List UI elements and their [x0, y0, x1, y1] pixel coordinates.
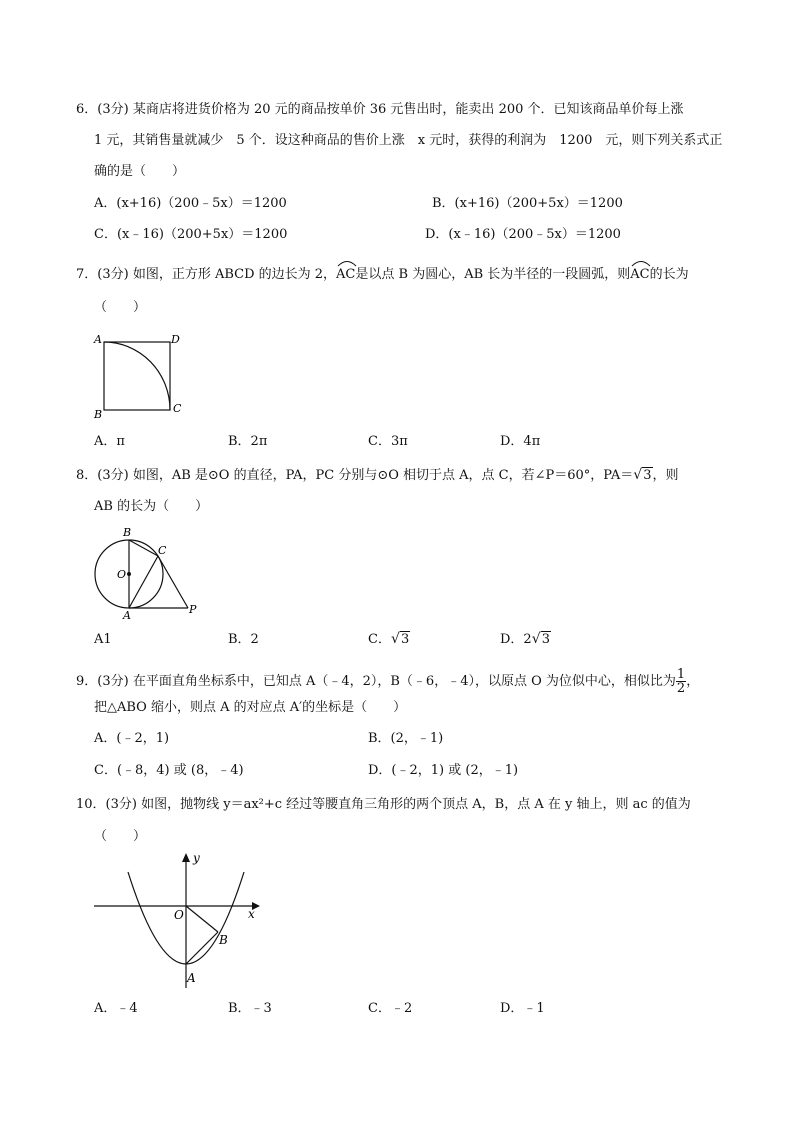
- q10-option-c[interactable]: C．﹣2: [368, 1001, 413, 1016]
- q9-stem-part2: ，: [686, 674, 700, 689]
- q7-stem-line2: （ ）: [94, 300, 147, 315]
- label-p: P: [189, 603, 197, 616]
- q9-fraction: $\frac{1}{2}$: [676, 667, 686, 696]
- q8-stem-line2: AB 的长为（ ）: [94, 499, 209, 514]
- q7-stem-part1: 7．(3分) 如图，正方形 ABCD 的边长为 2，: [76, 267, 337, 282]
- q6-option-a[interactable]: A．(x+16)（200﹣5x）＝1200: [94, 196, 287, 211]
- q10-parabola-figure: [90, 848, 270, 993]
- q9-option-b[interactable]: B．(2，﹣1): [368, 731, 444, 746]
- arc-ac: [104, 342, 170, 410]
- q10-stem-line1: 10．(3分) 如图，抛物线 y＝ax²+c 经过等腰直角三角形的两个顶点 A，B，点 A 在 y 轴上，则 ac 的值为: [76, 797, 691, 812]
- q10-option-d[interactable]: D．﹣1: [500, 1001, 545, 1016]
- chord-ac: [129, 556, 158, 608]
- q8-option-c[interactable]: C． √ 3: [368, 631, 410, 647]
- q7-option-a[interactable]: A．π: [94, 434, 125, 449]
- q9-option-a[interactable]: A．(﹣2，1): [94, 731, 170, 746]
- q7-option-c[interactable]: C．3π: [368, 434, 408, 449]
- q10-option-a[interactable]: A．﹣4: [94, 1001, 138, 1016]
- q8-option-b[interactable]: B．2: [228, 632, 259, 647]
- q7-arc-ac-2: AC: [630, 266, 649, 284]
- arc-mark-icon: [336, 259, 358, 267]
- center-dot: [127, 572, 131, 576]
- q8-stem-line1: [76, 467, 679, 485]
- q6-stem-line2: 1 元，其销售量就减少 5 个．设这种商品的售价上涨 x 元时，获得的利润为 1200 元，则下列关系式正: [94, 133, 723, 148]
- label-a: A: [94, 333, 102, 346]
- q7-square-figure: [90, 330, 190, 422]
- y-axis-arrow-icon: [182, 853, 190, 862]
- segment-ab: [186, 932, 218, 964]
- q8-option-a[interactable]: A1: [94, 632, 112, 647]
- label-y: y: [193, 851, 200, 865]
- q7-option-d[interactable]: D．4π: [500, 434, 541, 449]
- q7-arc-ac-1: AC: [336, 266, 355, 284]
- arc-mark-icon: [630, 259, 652, 267]
- label-x: x: [248, 907, 255, 921]
- label-a: A: [187, 971, 196, 985]
- q9-option-d[interactable]: D．(﹣2，1) 或 (2，﹣1): [368, 763, 519, 778]
- q6-option-b[interactable]: B．(x+16)（200+5x）＝1200: [432, 196, 623, 211]
- q7-option-b[interactable]: B．2π: [228, 434, 268, 449]
- q9-stem-line1: [76, 668, 699, 695]
- label-o: O: [174, 908, 184, 922]
- label-d: D: [171, 333, 180, 346]
- q6-stem-line1: 6．(3分) 某商店将进货价格为 20 元的商品按单价 36 元售出时，能卖出 200 个．已知该商品单价每上涨: [76, 102, 684, 117]
- q8-stem-part1: 8．(3分) 如图，AB 是⊙O 的直径，PA，PC 分别与⊙O 相切于点 A，点 C，若∠P＝60°，PA＝: [76, 468, 634, 483]
- label-c: C: [173, 402, 182, 415]
- q6-option-d[interactable]: D．(x﹣16)（200﹣5x）＝1200: [425, 227, 621, 242]
- label-c: C: [158, 544, 167, 557]
- q10-stem-line2: （ ）: [94, 829, 147, 844]
- q8-circle-figure: [88, 522, 203, 622]
- q8-stem-part2: ，则: [652, 468, 679, 483]
- q10-option-b[interactable]: B．﹣3: [228, 1001, 272, 1016]
- q8-option-d[interactable]: D．2 √ 3: [500, 631, 550, 647]
- q7-stem-part3: 的长为: [649, 267, 689, 282]
- label-b: B: [123, 526, 132, 539]
- q9-option-c[interactable]: C．(﹣8，4) 或 (8，﹣4): [94, 763, 244, 778]
- q6-option-c[interactable]: C．(x﹣16)（200+5x）＝1200: [94, 227, 288, 242]
- segment-ob: [186, 906, 218, 932]
- q9-stem-part1: 9．(3分) 在平面直角坐标系中，已知点 A（﹣4，2），B（﹣6，﹣4），以原点 O 为位似中心，相似比为: [76, 674, 676, 689]
- q9-stem-line2: 把△ABO 缩小，则点 A 的对应点 A′的坐标是（ ）: [94, 700, 407, 715]
- q7-stem-line1: [76, 266, 689, 284]
- q8-sqrt-3: √ 3: [633, 467, 652, 483]
- label-o: O: [117, 568, 127, 581]
- q6-stem-line3: 确的是（ ）: [94, 164, 186, 179]
- label-b: B: [219, 933, 228, 947]
- chord-bc: [129, 540, 158, 556]
- q7-stem-part2: 是以点 B 为圆心，AB 长为半径的一段圆弧，则: [355, 267, 631, 282]
- square-abcd: [104, 342, 170, 410]
- label-b: B: [94, 408, 103, 421]
- label-a: A: [123, 609, 131, 622]
